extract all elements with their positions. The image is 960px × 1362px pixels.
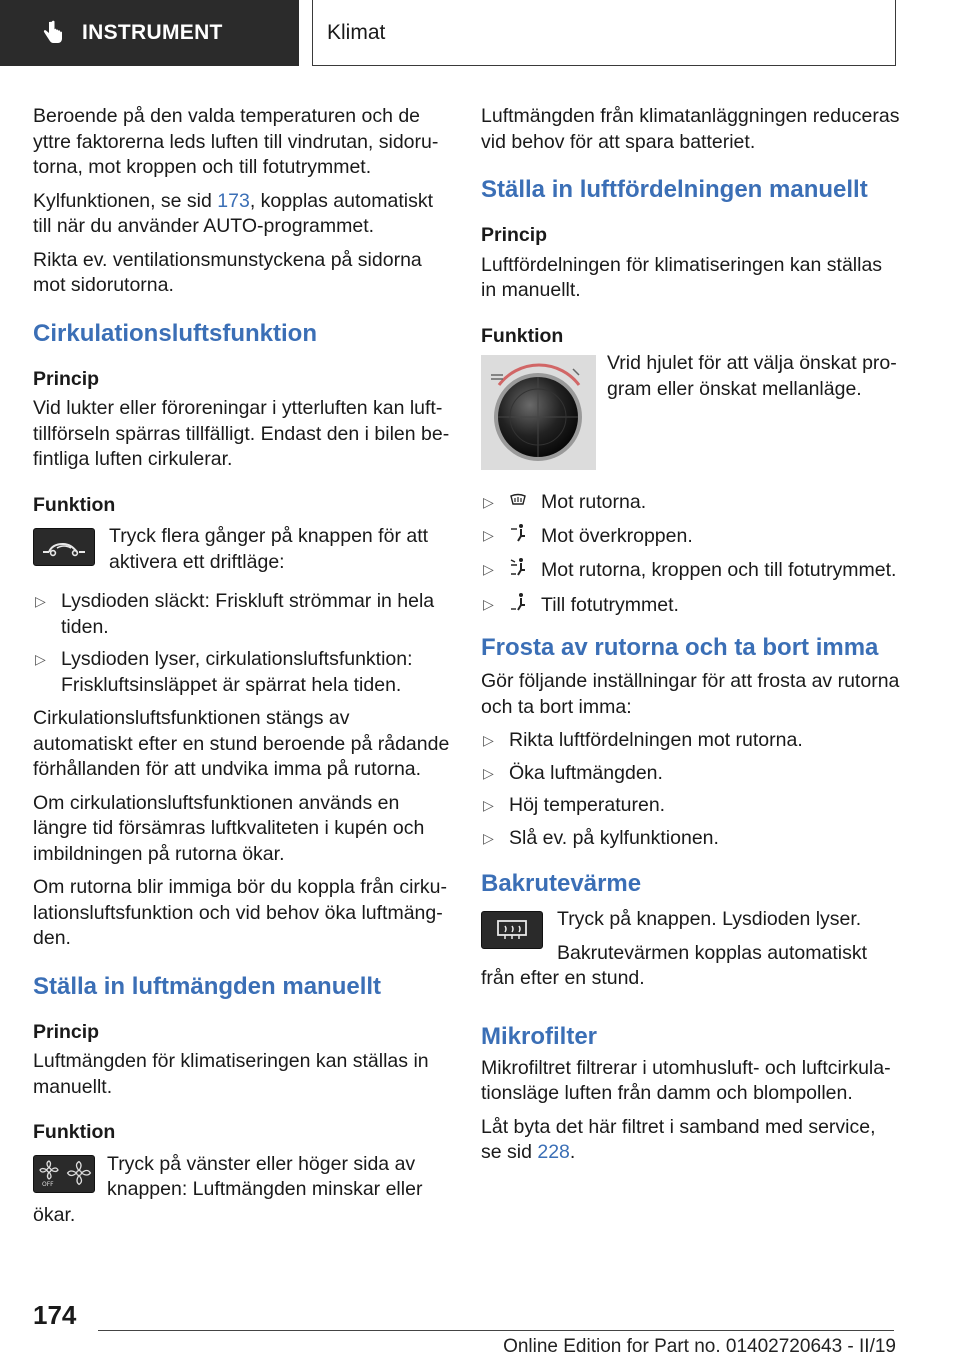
paragraph: Gör följande inställningar för att frosta av rutorna och ta bort imma: xyxy=(481,670,900,718)
paragraph: Luftmängden för klimatiseringen kan ställas in manuellt. xyxy=(33,1050,429,1098)
section-title: INSTRUMENT xyxy=(82,21,223,44)
function-row-recirc xyxy=(33,524,453,575)
paragraph: Beroende på den valda temperaturen och de yttre faktorerna leds luften till vindrutan, sidorutorna, mot kroppen och till fotutrymmet. xyxy=(33,105,439,178)
fan-off-icon xyxy=(33,1155,95,1193)
paragraph: Vrid hjulet för att välja önskat program eller önskat mellanläge. xyxy=(607,352,897,400)
function-row-fan xyxy=(33,1152,453,1229)
paragraph: Mikrofiltret filtrerar i utomhusluft- och luftcirkulationsläge luften från damm och blompollen. xyxy=(481,1056,891,1105)
list-item: ▷ Mot rutorna. xyxy=(481,490,901,516)
subheading-princip: Princip xyxy=(481,224,548,246)
paragraph-kylfunktion: Kylfunktionen, se sid 173, kopplas automatiskt till när du använder AUTO-programmet. xyxy=(33,189,434,237)
subheading-funktion: Funktion xyxy=(33,1121,116,1143)
section-heading-frosta: Frosta av rutorna och ta bort imma xyxy=(481,634,879,662)
section-heading-mikrofilter: Mikrofilter xyxy=(481,1022,598,1050)
paragraph: Om rutorna blir immiga bör du koppla från cirkulationsluftsfunktion och vid behov öka luftmängden. xyxy=(33,876,447,949)
paragraph-filter-service: Låt byta det här filtret i samband med service, se sid 228. xyxy=(481,1115,876,1164)
touch-hand-icon xyxy=(40,20,64,46)
section-heading-luftmangd: Ställa in luftmängden manuellt xyxy=(33,972,382,1000)
chapter-box xyxy=(312,0,896,66)
car-recirculation-icon xyxy=(33,528,95,566)
list-item: ▷ Lysdioden lyser, cirkulationsluftsfunktion: Friskluftsinsläppet är spärrat hela tiden. xyxy=(35,648,413,696)
paragraph: Rikta ev. ventilationsmunstyckena på sidorna mot sidorutorna. xyxy=(33,248,422,296)
paragraph: Luftfördelningen för klimatiseringen kan ställas in manuellt. xyxy=(481,253,883,301)
section-heading-luftfordelning: Ställa in luftfördelningen manuellt xyxy=(481,176,868,203)
air-distribution-knob xyxy=(481,355,596,470)
chapter-title: Klimat xyxy=(327,20,386,44)
subheading-princip: Princip xyxy=(33,1020,100,1043)
bullet-list-distribution xyxy=(481,490,901,619)
page-link-228[interactable]: 228 xyxy=(537,1141,570,1164)
bullet-list-defrost xyxy=(481,728,901,851)
list-item: ▷ Mot rutorna, kroppen och till fotutrymmet. xyxy=(481,557,901,585)
edition-note: Online Edition for Part no. 01402720643 - II/19 xyxy=(503,1336,896,1357)
list-item: ▷ Lysdioden släckt: Friskluft strömmar in hela tiden. xyxy=(35,590,435,638)
list-item: ▷ Mot överkroppen. xyxy=(481,523,901,551)
list-item: ▷ Öka luftmängden. xyxy=(483,761,663,784)
paragraph: Tryck flera gånger på knappen för att aktivera ett driftläge: xyxy=(109,525,429,573)
rear-window-defrost-icon xyxy=(481,911,543,949)
section-heading-cirkulation: Cirkulationsluftsfunktion xyxy=(33,319,317,347)
upper-body-icon xyxy=(509,523,531,551)
bullet-list-recirc xyxy=(33,589,453,698)
list-item: ▷ Höj temperaturen. xyxy=(483,794,666,817)
svg-text:OFF: OFF xyxy=(42,1180,54,1188)
windshield-icon xyxy=(509,490,531,516)
list-item: ▷ Till fotutrymmet. xyxy=(481,592,901,620)
section-heading-bakrutevarme: Bakrutevärme xyxy=(481,870,642,898)
subheading-funktion: Funktion xyxy=(33,493,116,516)
right-column xyxy=(481,104,901,1174)
paragraph: Cirkulationsluftsfunktionen stängs av automatiskt efter en stund beroende på rådande förhållanden för att undvika imma på rutorna. xyxy=(33,707,450,780)
subheading-princip: Princip xyxy=(33,367,100,390)
list-item: ▷ Rikta luftfördelningen mot rutorna. xyxy=(483,729,803,752)
left-column xyxy=(33,104,453,1228)
page-link-173[interactable]: 173 xyxy=(217,189,250,212)
subheading-funktion: Funktion xyxy=(481,324,564,347)
paragraph: Om cirkulationsluftsfunktionen används en längre tid försämras luftkvaliteten i kupén och imbildningen på rutorna ökar. xyxy=(33,791,425,865)
function-row-knob xyxy=(481,352,901,470)
section-tab xyxy=(0,0,299,66)
page-number: 174 xyxy=(33,1300,77,1330)
paragraph: Tryck på knappen. Lysdioden lyser. xyxy=(557,908,862,931)
footwell-icon xyxy=(509,592,531,620)
paragraph: Luftmängden från klimatanläggningen reduceras vid behov för att spara batteriet. xyxy=(481,105,900,153)
window-body-feet-icon xyxy=(509,557,531,585)
paragraph: Bakrutevärmen kopplas automatiskt från efter en stund. xyxy=(481,941,867,990)
paragraph: Tryck på vänster eller höger sida av knappen: Luftmängden minskar eller ökar. xyxy=(33,1152,423,1226)
function-row-rear-defrost xyxy=(481,907,901,992)
paragraph: Vid lukter eller föroreningar i ytterluften kan lufttillförseln spärras tillfälligt. Endast den i bilen befintliga luften cirkulerar. xyxy=(33,397,450,470)
list-item: ▷ Slå ev. på kylfunktionen. xyxy=(483,826,719,849)
footer-divider xyxy=(98,1330,894,1331)
